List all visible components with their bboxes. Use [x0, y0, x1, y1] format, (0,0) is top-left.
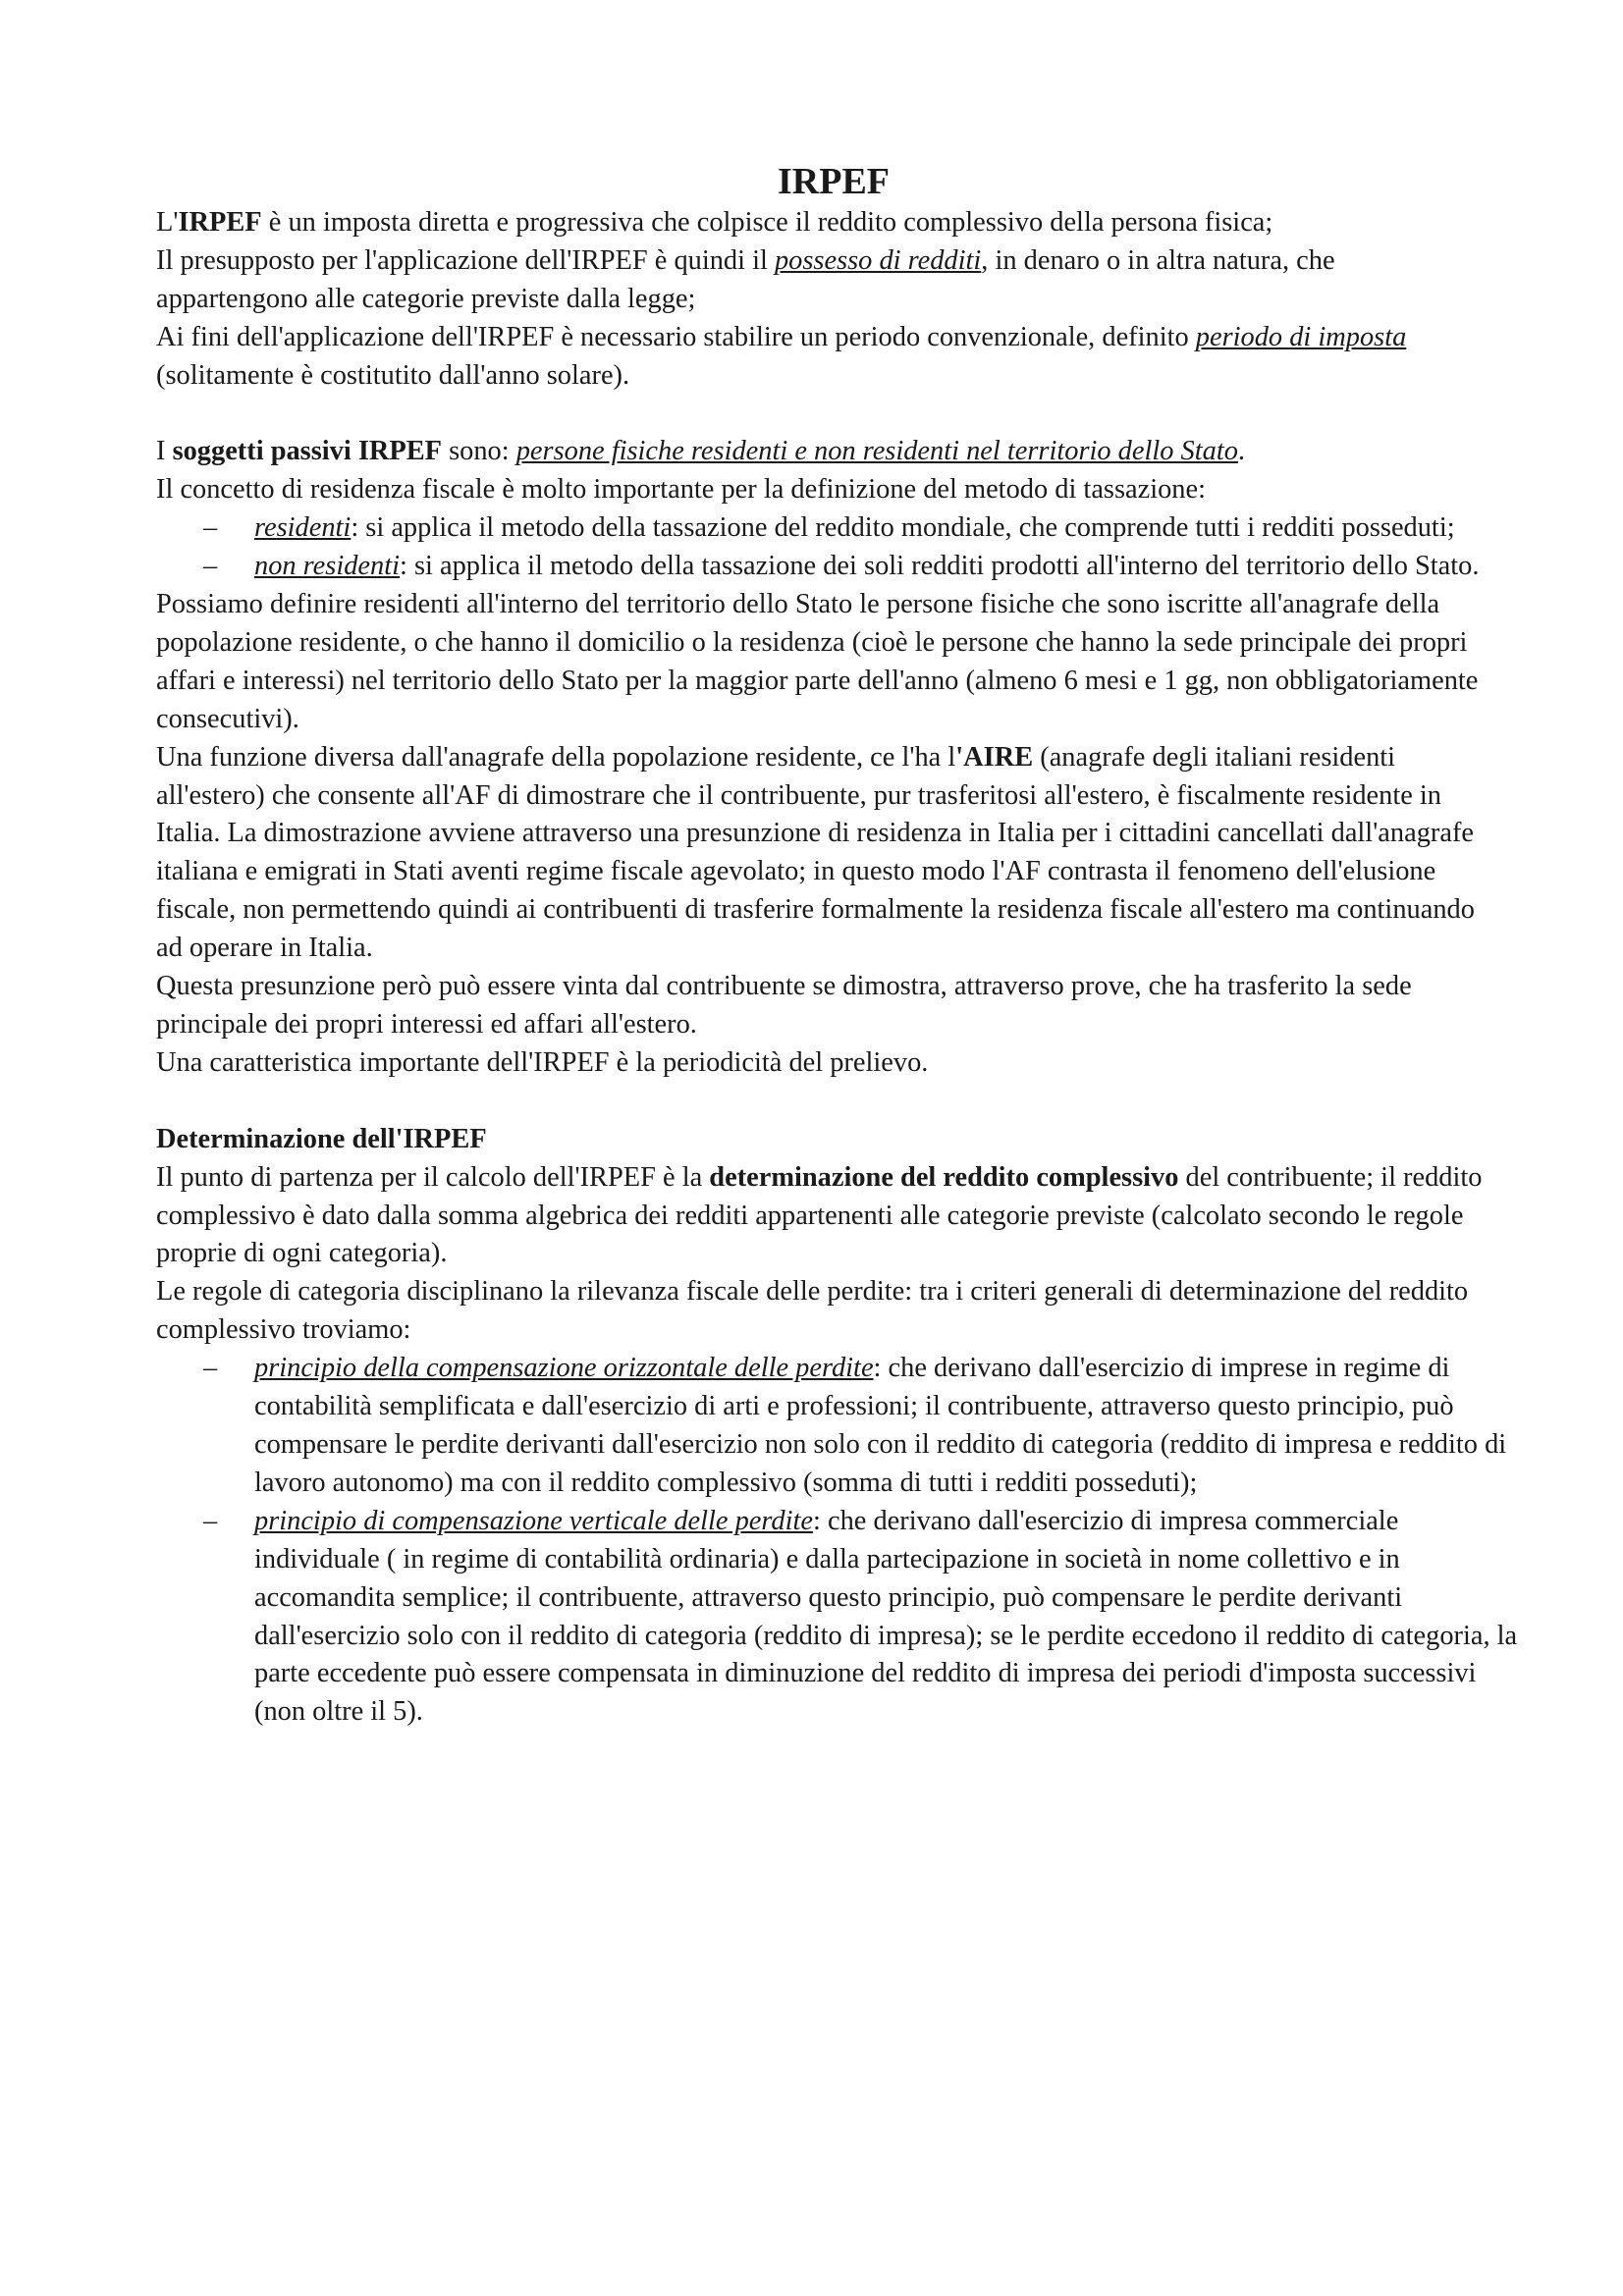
term-periodo-di-imposta: periodo di imposta [1195, 321, 1407, 352]
term-compensazione-verticale: principio di compensazione verticale delle perdite [254, 1505, 813, 1536]
residenza-list [156, 509, 1491, 586]
determinazione-paragraph-2: Le regole di categoria disciplinano la rilevanza fiscale delle perdite: tra i criteri generali di determinazione del reddito complessivo troviamo: [156, 1276, 1469, 1346]
spacer [156, 396, 1491, 434]
periodicita-paragraph: Una caratteristica importante dell'IRPEF è la periodicità del prelievo. [156, 1046, 929, 1078]
document-page [156, 159, 1518, 1732]
term-residenti: residenti [254, 512, 352, 544]
dash-bullet-icon: – [203, 512, 218, 544]
dash-bullet-icon: – [203, 1505, 218, 1536]
compensazione-list [156, 1350, 1518, 1732]
definizione-residenti-paragraph: Possiamo definire residenti all'interno del territorio dello Stato le persone fisiche che sono iscritte all'anagrafe della popolazione residente, o che hanno il domicilio o la residenza (cioè le persone che hanno la sede principale dei propri affari e interessi) nel territorio dello Stato per la maggior parte dell'anno (almeno 6 mesi e 1 gg, non obbligatoriamente consecutivi). [156, 589, 1479, 734]
intro-paragraph-3: Ai fini dell'applicazione dell'IRPEF è necessario stabilire un periodo convenzionale, definito periodo di imposta (solitamente è costitutito dall'anno solare). [156, 321, 1407, 391]
soggetti-passivi-paragraph: I soggetti passivi IRPEF sono: persone fisiche residenti e non residenti nel territorio dello Stato. [156, 436, 1246, 467]
term-non-residenti: non residenti [254, 551, 400, 582]
term-compensazione-orizzontale: principio della compensazione orizzontale delle perdite [254, 1353, 874, 1384]
dash-bullet-icon: – [203, 1353, 218, 1384]
intro-paragraph-2: Il presupposto per l'applicazione dell'IRPEF è quindi il possesso di redditi, in denaro o in altra natura, che appartengono alle categorie previste dalla legge; [156, 244, 1335, 314]
term-persone-fisiche: persone fisiche residenti e non residenti nel territorio dello Stato [515, 436, 1238, 467]
list-item: – residenti: si applica il metodo della tassazione del reddito mondiale, che comprende tutti i redditi posseduti; [156, 509, 1521, 548]
dash-bullet-icon: – [203, 551, 218, 582]
determinazione-paragraph-1: Il punto di partenza per il calcolo dell'IRPEF è la determinazione del reddito complessivo del contribuente; il reddito complessivo è dato dalla somma algebrica dei redditi appartenenti alle categorie previste (calcolato secondo le regole proprie di ogni categoria). [156, 1161, 1483, 1269]
presunzione-paragraph: Questa presunzione però può essere vinta dal contribuente se dimostra, attraverso prove, che ha trasferito la sede principale dei propri interessi ed affari all'estero. [156, 971, 1412, 1041]
list-item: – principio di compensazione verticale delle perdite: che derivano dall'esercizio di impresa commerciale individuale ( in regime di contabilità ordinaria) e dalla partecipazione in società in nome collettivo e in accomandita semplice; il contribuente, attraverso questo principio, può compensare le perdite derivanti dall'esercizio solo con il reddito di categoria (reddito di impresa); se le perdite eccedono il reddito di categoria, la parte eccedente può essere compensata in diminuzione del reddito di impresa dei periodi d'imposta successivi (non oltre il 5). [156, 1503, 1521, 1732]
residenza-intro: Il concetto di residenza fiscale è molto importante per la definizione del metodo di tassazione: [156, 474, 1206, 506]
page-title: IRPEF [778, 161, 890, 202]
spacer [156, 1083, 1491, 1121]
section-heading-determinazione: Determinazione dell'IRPEF [156, 1123, 487, 1154]
intro-paragraph-1: L'IRPEF è un imposta diretta e progressiva che colpisce il reddito complessivo della persona fisica; [156, 207, 1273, 238]
list-item: – non residenti: si applica il metodo della tassazione dei soli redditi prodotti all'interno del territorio dello Stato. [156, 548, 1521, 586]
aire-paragraph: Una funzione diversa dall'anagrafe della popolazione residente, ce l'ha l'AIRE (anagrafe degli italiani residenti all'estero) che consente all'AF di dimostrare che il contribuente, pur trasferitosi all'estero, è fiscalmente residente in Italia. La dimostrazione avviene attraverso una presunzione di residenza in Italia per i cittadini cancellati dall'anagrafe italiana e emigrati in Stati aventi regime fiscale agevolato; in questo modo l'AF contrasta il fenomeno dell'elusione fiscale, non permettendo quindi ai contribuenti di trasferire formalmente la residenza fiscale all'estero ma continuando ad operare in Italia. [156, 741, 1475, 964]
term-possesso-di-redditi: possesso di redditi [774, 244, 982, 276]
list-item: – principio della compensazione orizzontale delle perdite: che derivano dall'esercizio di imprese in regime di contabilità semplificata e dall'esercizio di arti e professioni; il contribuente, attraverso questo principio, può compensare le perdite derivanti dall'esercizio non solo con il reddito di categoria (reddito di impresa e reddito di lavoro autonomo) ma con il reddito complessivo (somma di tutti i redditi posseduti); [156, 1350, 1521, 1503]
